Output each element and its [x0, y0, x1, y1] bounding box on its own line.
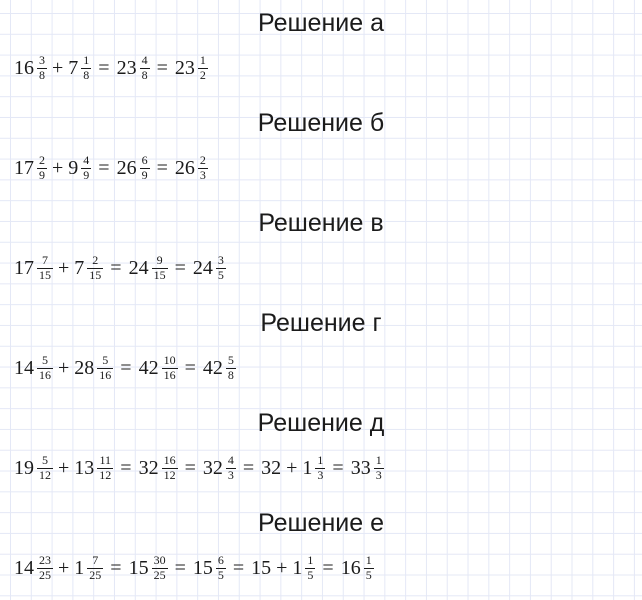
math-number: 9 [68, 156, 79, 179]
math-number: 15 [192, 556, 213, 579]
fraction-denominator: 16 [163, 367, 176, 382]
math-number: 14 [14, 556, 34, 579]
math-fraction [152, 254, 168, 283]
math-operator: = [174, 556, 186, 579]
math-fraction [364, 554, 374, 583]
math-number: 1 [302, 456, 313, 479]
fraction-denominator: 2 [199, 67, 206, 82]
solution-title-v: Решение в [258, 209, 384, 237]
math-number: 17 [14, 256, 34, 279]
math-operator: = [120, 356, 132, 379]
math-fraction [87, 254, 103, 283]
math-number: 42 [202, 356, 223, 379]
fraction-numerator: 4 [227, 452, 234, 467]
math-operator: = [98, 56, 110, 79]
fraction-numerator: 11 [99, 452, 112, 467]
fraction-numerator: 2 [92, 252, 99, 267]
fraction-numerator: 3 [217, 252, 224, 267]
fraction-numerator: 9 [156, 252, 163, 267]
math-number: 42 [138, 356, 159, 379]
fraction-denominator: 12 [163, 467, 176, 482]
fraction-denominator: 8 [39, 67, 45, 82]
math-fraction [226, 354, 236, 383]
fraction-numerator: 7 [42, 252, 48, 267]
fraction-numerator: 6 [217, 552, 224, 567]
math-number: 7 [68, 56, 79, 79]
fraction-denominator: 15 [153, 267, 166, 282]
math-number: 26 [116, 156, 137, 179]
solution-block-g [0, 300, 642, 400]
fraction-denominator: 5 [217, 267, 224, 282]
math-fraction [97, 354, 113, 383]
math-fraction [81, 54, 91, 83]
math-number: 32 [138, 456, 159, 479]
math-fraction [81, 154, 91, 183]
math-number: 33 [350, 456, 371, 479]
fraction-numerator: 7 [92, 552, 99, 567]
fraction-numerator: 1 [307, 552, 314, 567]
math-number: 15 [128, 556, 149, 579]
math-number: 1 [292, 556, 303, 579]
math-fraction [152, 554, 168, 583]
solution-title-a: Решение а [258, 9, 384, 37]
equation-e [0, 536, 642, 600]
fraction-denominator: 15 [89, 267, 102, 282]
solution-title-d: Решение д [257, 409, 385, 437]
fraction-numerator: 3 [39, 52, 45, 67]
math-number: 26 [174, 156, 195, 179]
fraction-denominator: 25 [89, 567, 102, 582]
math-number: 28 [74, 356, 95, 379]
math-fraction [37, 354, 53, 383]
fraction-denominator: 12 [39, 467, 51, 482]
equation-d [0, 436, 642, 500]
math-fraction [216, 254, 226, 283]
math-operator: = [322, 556, 334, 579]
fraction-denominator: 3 [375, 467, 382, 482]
math-operator: = [98, 156, 110, 179]
math-operator: = [242, 456, 255, 479]
math-operator: + [286, 456, 298, 479]
fraction-denominator: 5 [307, 567, 314, 582]
fraction-denominator: 9 [141, 167, 148, 182]
fraction-numerator: 4 [83, 152, 90, 167]
solution-title-b: Решение б [257, 109, 385, 137]
math-number: 16 [14, 56, 34, 79]
fraction-denominator: 8 [227, 367, 234, 382]
solution-block-v [0, 200, 642, 300]
math-operator: = [110, 256, 122, 279]
fraction-numerator: 5 [102, 352, 109, 367]
math-fraction [216, 554, 226, 583]
fraction-denominator: 5 [217, 567, 224, 582]
math-fraction [162, 354, 178, 383]
fraction-numerator: 1 [83, 52, 90, 67]
math-operator: = [184, 356, 196, 379]
math-operator: + [58, 356, 70, 379]
fraction-denominator: 25 [153, 567, 166, 582]
fraction-numerator: 5 [42, 452, 48, 467]
math-operator: = [156, 56, 168, 79]
fraction-numerator: 23 [39, 552, 51, 567]
math-number: 23 [116, 56, 137, 79]
fraction-numerator: 2 [39, 152, 45, 167]
math-number: 13 [74, 456, 95, 479]
math-operator: = [110, 556, 122, 579]
fraction-numerator: 5 [227, 352, 234, 367]
math-fraction [198, 154, 208, 183]
fraction-denominator: 8 [141, 67, 148, 82]
math-number: 7 [74, 256, 85, 279]
math-operator: + [58, 256, 70, 279]
fraction-numerator: 4 [141, 52, 148, 67]
math-number: 32 [202, 456, 223, 479]
math-operator: = [174, 256, 186, 279]
solution-block-e [0, 500, 642, 600]
math-fraction [140, 54, 150, 83]
math-fraction [87, 554, 103, 583]
fraction-numerator: 1 [199, 52, 206, 67]
fraction-numerator: 2 [199, 152, 206, 167]
fraction-denominator: 9 [39, 167, 45, 182]
fraction-numerator: 5 [42, 352, 48, 367]
fraction-numerator: 1 [317, 452, 324, 467]
fraction-denominator: 5 [365, 567, 372, 582]
math-operator: = [156, 156, 168, 179]
fraction-numerator: 1 [375, 452, 382, 467]
math-number: 14 [14, 356, 34, 379]
fraction-denominator: 25 [39, 567, 51, 582]
solution-block-b [0, 100, 642, 200]
math-operator: + [52, 156, 64, 179]
math-fraction [305, 554, 315, 583]
math-fraction [198, 54, 208, 83]
math-number: 24 [128, 256, 149, 279]
fraction-numerator: 30 [153, 552, 166, 567]
fraction-denominator: 16 [39, 367, 51, 382]
math-fraction [374, 454, 384, 483]
solution-title-g: Решение г [260, 309, 382, 337]
math-number: 1 [74, 556, 85, 579]
fraction-numerator: 10 [163, 352, 176, 367]
math-fraction [140, 154, 150, 183]
fraction-denominator: 8 [83, 67, 90, 82]
math-fraction [97, 454, 113, 483]
equation-g [0, 336, 642, 400]
math-operator: = [332, 456, 344, 479]
math-operator: + [58, 456, 70, 479]
solution-block-a [0, 0, 642, 100]
equation-v [0, 236, 642, 300]
math-number: 15 [251, 556, 272, 579]
fraction-denominator: 16 [99, 367, 112, 382]
math-number: 32 [261, 456, 282, 479]
equation-a [0, 36, 642, 100]
math-fraction [37, 454, 53, 483]
math-fraction [315, 454, 325, 483]
fraction-numerator: 16 [163, 452, 176, 467]
math-operator: + [58, 556, 70, 579]
math-fraction [37, 154, 47, 183]
math-number: 16 [340, 556, 361, 579]
solution-title-e: Решение е [258, 509, 384, 537]
fraction-denominator: 3 [317, 467, 324, 482]
math-fraction [37, 54, 47, 83]
math-number: 24 [192, 256, 213, 279]
math-number: 19 [14, 456, 34, 479]
fraction-denominator: 9 [83, 167, 90, 182]
math-operator: = [232, 556, 245, 579]
solution-block-d [0, 400, 642, 500]
fraction-denominator: 12 [99, 467, 112, 482]
math-operator: + [276, 556, 288, 579]
fraction-denominator: 3 [199, 167, 206, 182]
math-fraction [226, 454, 236, 483]
math-operator: = [184, 456, 196, 479]
math-operator: = [120, 456, 132, 479]
fraction-denominator: 3 [227, 467, 234, 482]
math-number: 23 [174, 56, 195, 79]
math-fraction [37, 254, 53, 283]
math-fraction [37, 554, 53, 583]
math-operator: + [52, 56, 64, 79]
fraction-denominator: 15 [39, 267, 51, 282]
fraction-numerator: 6 [141, 152, 148, 167]
equation-b [0, 136, 642, 200]
math-number: 17 [14, 156, 34, 179]
fraction-numerator: 1 [365, 552, 372, 567]
math-fraction [162, 454, 178, 483]
